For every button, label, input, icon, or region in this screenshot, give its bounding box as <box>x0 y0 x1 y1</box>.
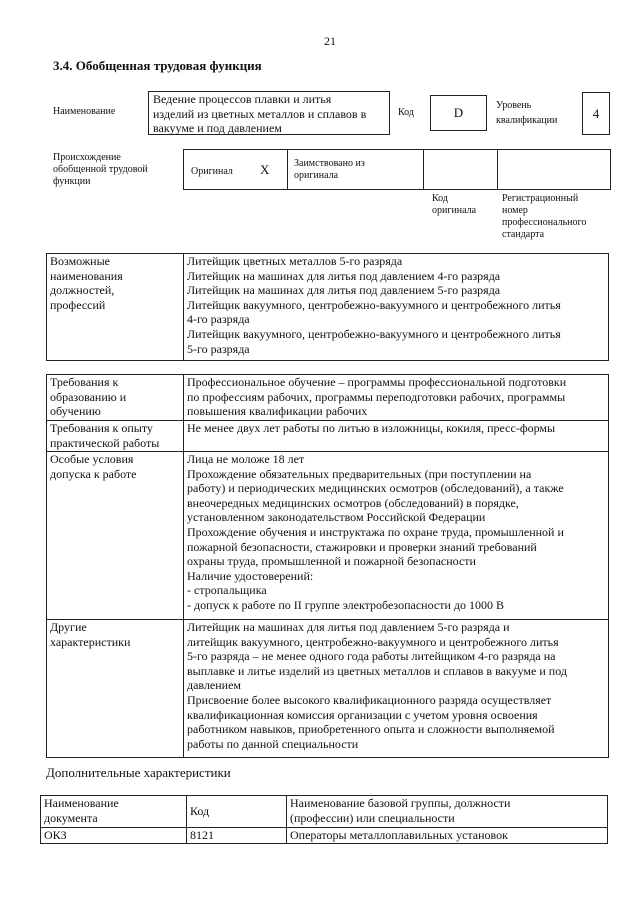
header-cell <box>287 796 608 828</box>
table-row <box>47 375 609 421</box>
value-line: установленном законодательством Российской Федерации <box>187 510 486 525</box>
function-name-line: Ведение процессов плавки и литья <box>153 92 332 106</box>
code-original-caption <box>432 193 476 217</box>
header-cell <box>41 796 187 828</box>
function-name-line: изделий из цветных металлов и сплавов в <box>153 106 367 121</box>
borrowed-label <box>294 158 365 182</box>
label-line: Особые условия <box>50 452 134 466</box>
value-line: Профессиональное обучение – программы профессиональной подготовки <box>187 375 567 389</box>
label-line: обучению <box>50 404 101 419</box>
borrowed-label-line: оригинала <box>294 170 339 181</box>
origin-label-line: функции <box>53 176 91 187</box>
value-line: - стропальщика <box>187 583 267 598</box>
origin-label <box>53 152 148 188</box>
value-line: пожарной безопасности, стажировки и проверки знаний требований <box>187 539 537 554</box>
function-name-box <box>148 91 390 135</box>
positions-table <box>46 253 609 361</box>
positions-value-cell <box>184 254 609 361</box>
level-value-box <box>582 92 610 135</box>
value-line: по профессиям рабочих, программы переподготовки рабочих, программы <box>187 389 566 404</box>
additional-title: Дополнительные характеристики <box>46 765 231 780</box>
position-line: Литейщик на машинах для литья под давлением 4-го разряда <box>187 268 501 283</box>
original-mark: X <box>260 162 270 177</box>
value-line: квалификационная комиссия организации с учетом уровня освоения <box>187 707 538 722</box>
value-line: Наличие удостоверений: <box>187 568 314 583</box>
position-line: 5-го разряда <box>187 341 250 356</box>
level-label-line: Уровень <box>496 100 532 111</box>
value-line: выплавке и литье изделий из цветных металлов и сплавов в вакууме и под <box>187 663 567 678</box>
value-line: Прохождение обучения и инструктажа по охране труда, промышленной и <box>187 524 564 539</box>
code-label: Код <box>398 107 414 118</box>
caption-line: профессионального <box>502 217 587 228</box>
value-line: работником навыков, приобретенного опыта и сложности выполняемой <box>187 722 555 737</box>
reg-number-caption <box>502 193 586 241</box>
table-row <box>47 421 609 452</box>
table-cell: 8121 <box>187 828 287 844</box>
position-line: Литейщик на машинах для литья под давлением 5-го разряда <box>187 283 501 298</box>
header-line: документа <box>44 810 98 825</box>
requirement-value-cell <box>184 452 609 620</box>
section-title: 3.4. Обобщенная трудовая функция <box>53 58 262 73</box>
origin-label-line: Происхождение <box>53 152 121 163</box>
name-label: Наименование <box>53 106 116 117</box>
caption-line: Код <box>432 193 448 204</box>
requirement-label-cell <box>47 452 184 620</box>
value-line: повышения квалификации рабочих <box>187 404 368 419</box>
value-line: Литейщик на машинах для литья под давлением 5-го разряда и <box>187 620 510 634</box>
position-line: Литейщик вакуумного, центробежно-вакуумного и центробежного литья <box>187 326 561 341</box>
label-line: допуска к работе <box>50 466 137 481</box>
code-value: D <box>453 105 464 120</box>
header-cell <box>187 796 287 828</box>
label-line: практической работы <box>50 435 160 450</box>
position-line: Литейщик цветных металлов 5-го разряда <box>187 254 403 268</box>
level-label <box>496 100 557 127</box>
positions-label-line: наименования <box>50 268 123 283</box>
value-line: давлением <box>187 678 242 693</box>
requirements-table <box>46 374 609 758</box>
page-number: 21 <box>324 34 336 48</box>
caption-line: номер <box>502 205 528 216</box>
table-row <box>47 620 609 758</box>
requirement-label-cell <box>47 421 184 452</box>
borrowed-label-line: Заимствовано из <box>294 158 365 169</box>
value-line: Прохождение обязательных предварительных (при поступлении на <box>187 466 532 481</box>
header-line: Код <box>190 804 210 819</box>
positions-label-line: профессий <box>50 297 106 312</box>
table-cell: ОКЗ <box>41 828 187 844</box>
origin-label-line: обобщенной трудовой <box>53 164 148 175</box>
caption-line: Регистрационный <box>502 193 579 204</box>
positions-label-line: должностей, <box>50 283 115 298</box>
table-row <box>41 828 608 844</box>
value-line: внеочередных медицинских осмотров (обследований) в порядке, <box>187 495 519 510</box>
value-line: 5-го разряда – не менее одного года работы литейщиком 4-го разряда на <box>187 649 556 664</box>
header-line: (профессии) или специальности <box>290 810 455 825</box>
requirement-label-cell <box>47 375 184 421</box>
position-line: Литейщик вакуумного, центробежно-вакуумного и центробежного литья <box>187 297 561 312</box>
position-line: 4-го разряда <box>187 312 250 327</box>
header-line: Наименование <box>44 796 119 810</box>
value-line: литейщик вакуумного, центробежно-вакуумного и центробежного литья <box>187 634 559 649</box>
table-cell: Операторы металлоплавильных установок <box>287 828 608 844</box>
caption-line: оригинала <box>432 205 477 216</box>
original-label: Оригинал <box>191 166 233 177</box>
requirement-value-cell <box>184 421 609 452</box>
header-line: Наименование базовой группы, должности <box>290 796 511 810</box>
requirement-value-cell <box>184 375 609 421</box>
value-line: Присвоение более высокого квалификационного разряда осуществляет <box>187 692 552 707</box>
level-label-line: квалификации <box>496 115 558 126</box>
value-line: работы по данной специальности <box>187 736 359 751</box>
table-header-row <box>41 796 608 828</box>
label-line: Другие <box>50 620 87 634</box>
value-line: Не менее двух лет работы по литью в изложницы, кокиля, пресс-формы <box>187 421 556 435</box>
positions-label-line: Возможные <box>50 254 110 268</box>
label-line: Требования к <box>50 375 119 389</box>
requirement-value-cell <box>184 620 609 758</box>
label-line: характеристики <box>50 634 131 649</box>
label-line: образованию и <box>50 389 127 404</box>
value-line: Лица не моложе 18 лет <box>187 452 305 466</box>
value-line: - допуск к работе по II группе электробезопасности до 1000 В <box>187 597 504 612</box>
additional-table <box>40 795 608 844</box>
function-name-line: вакууме и под давлением <box>153 121 282 136</box>
requirement-label-cell <box>47 620 184 758</box>
value-line: охраны труда, промышленной и пожарной безопасности <box>187 554 476 569</box>
code-value-box <box>430 95 487 131</box>
caption-line: стандарта <box>502 229 545 240</box>
value-line: работу) и периодических медицинских осмотров (обследований), а также <box>187 481 564 496</box>
level-value: 4 <box>592 106 600 121</box>
table-row <box>47 452 609 620</box>
origin-table <box>183 149 611 190</box>
label-line: Требования к опыту <box>50 421 153 435</box>
positions-label-cell <box>47 254 184 361</box>
